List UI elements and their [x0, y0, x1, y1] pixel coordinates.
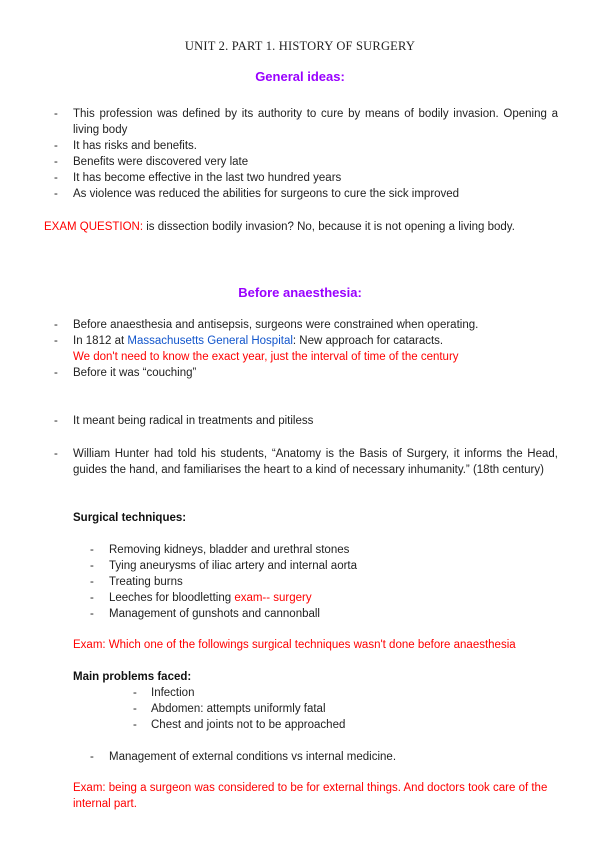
list-item-text: Removing kidneys, bladder and urethral stones — [109, 544, 350, 556]
bullet-dash: - — [54, 319, 58, 331]
list-item-text: Infection — [151, 687, 195, 699]
bullet-dash: - — [54, 367, 58, 379]
item-text-pre: In 1812 at — [73, 335, 128, 347]
list-item-text: Abdomen: attempts uniformly fatal — [151, 703, 326, 715]
list-item-text: It has risks and benefits. — [73, 140, 198, 152]
bullet-dash: - — [90, 751, 94, 763]
bullet-dash: - — [90, 608, 94, 620]
bullet-dash: - — [90, 544, 94, 556]
list-item-text: Chest and joints not to be approached — [151, 719, 346, 731]
list-item-text: Tying aneurysms of iliac artery and internal aorta — [109, 560, 358, 572]
bullet-dash: - — [54, 140, 58, 152]
bullet-dash: - — [54, 156, 58, 168]
hunter-quote: William Hunter had told his students, “Anatomy is the Basis of Surgery, it informs the Head, guides the hand, and familiarises the heart to a kind of necessary inhumanity.” (18th century) — [73, 448, 558, 476]
leeches-exam-note: exam-- surgery — [234, 592, 312, 604]
list-item-text: Before it was “couching” — [73, 367, 197, 379]
bullet-dash: - — [90, 560, 94, 572]
list-item-text: Treating burns — [109, 576, 183, 588]
list-item-text — [73, 333, 558, 349]
techniques-exam-note: Exam: Which one of the followings surgical techniques wasn't done before anaesthesia — [73, 639, 516, 651]
bullet-dash: - — [90, 592, 94, 604]
list-item-text: As violence was reduced the abilities for surgeons to cure the sick improved — [73, 188, 460, 200]
exam-note-text: We don't need to know the exact year, just the interval of time of the century — [73, 351, 459, 363]
bullet-dash: - — [133, 719, 137, 731]
exam-question — [44, 219, 564, 235]
problems-exam-note: Exam: being a surgeon was considered to be for external things. And doctors took care of the internal part. — [73, 782, 548, 810]
bullet-dash: - — [54, 172, 58, 184]
bullet-dash: - — [90, 576, 94, 588]
list-item-text: This profession was defined by its authority to cure by means of bodily invasion. Opening a living body — [73, 108, 558, 136]
bullet-dash: - — [133, 703, 137, 715]
list-item-text: Before anaesthesia and antisepsis, surgeons were constrained when operating. — [73, 319, 479, 331]
bullet-dash: - — [54, 188, 58, 200]
before-anaesthesia-heading: Before anaesthesia: — [238, 285, 362, 300]
bullet-dash: - — [54, 415, 58, 427]
surgical-techniques-heading: Surgical techniques: — [73, 512, 187, 524]
list-item-text — [109, 590, 558, 606]
list-item-text: It has become effective in the last two hundred years — [73, 172, 342, 184]
exam-question-label: EXAM QUESTION: — [44, 221, 144, 233]
bullet-dash: - — [54, 335, 58, 347]
general-ideas-heading: General ideas: — [255, 69, 345, 84]
exam-question-text: is dissection bodily invasion? No, because it is not opening a living body. — [143, 221, 515, 233]
list-item-text: Management of external conditions vs internal medicine. — [109, 751, 397, 763]
list-item-text: Management of gunshots and cannonball — [109, 608, 320, 620]
bullet-dash: - — [54, 448, 58, 460]
bullet-dash: - — [133, 687, 137, 699]
list-item-text: It meant being radical in treatments and pitiless — [73, 415, 314, 427]
main-problems-heading: Main problems faced: — [73, 671, 192, 683]
hospital-link[interactable]: Massachusetts General Hospital — [127, 335, 293, 347]
leeches-text: Leeches for bloodletting — [109, 592, 235, 604]
item-text-post: : New approach for cataracts. — [292, 335, 444, 347]
list-item-text: Benefits were discovered very late — [73, 156, 249, 168]
document-title: UNIT 2. PART 1. HISTORY OF SURGERY — [184, 39, 416, 53]
bullet-dash: - — [54, 108, 58, 120]
